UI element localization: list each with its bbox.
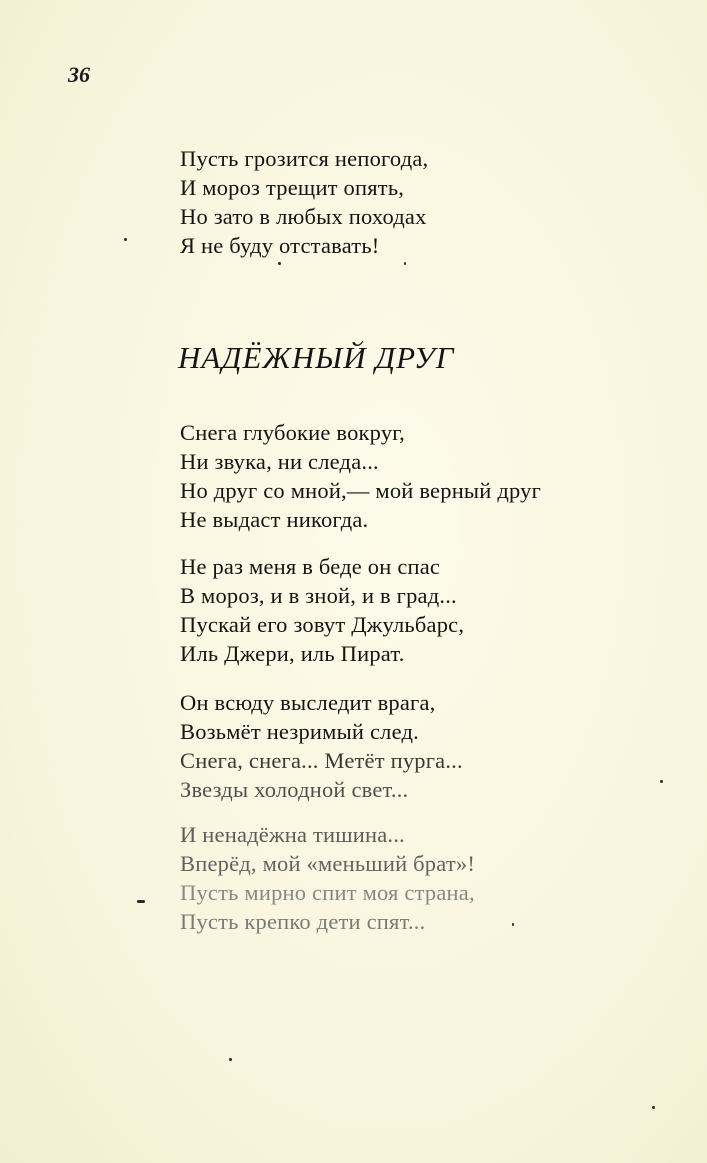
scan-speck: [512, 923, 514, 926]
verse-line: В мороз, и в зной, и в град...: [180, 583, 457, 608]
verse-line: Но зато в любых походах: [180, 204, 427, 229]
verse-line: Иль Джери, иль Пират.: [180, 641, 405, 666]
verse-line: Пусть крепко дети спят...: [180, 909, 426, 934]
verse-line: Он всюду выследит врага,: [180, 690, 436, 715]
stanza-4: [180, 820, 475, 936]
scan-speck: [660, 780, 663, 783]
verse-line: Звезды холодной свет...: [180, 777, 409, 802]
verse-line: Пусть мирно спит моя страна,: [180, 880, 475, 905]
stanza-1: [180, 418, 541, 534]
verse-line: Не выдаст никогда.: [180, 507, 369, 532]
poem-title: НАДЁЖНЫЙ ДРУГ: [178, 340, 455, 375]
scan-speck: [652, 1106, 655, 1109]
scan-speck: [137, 900, 145, 903]
previous-poem-ending: [180, 144, 428, 260]
scan-speck: [229, 1058, 232, 1061]
scan-speck: [404, 262, 406, 265]
scan-speck: [278, 262, 281, 265]
scan-speck: [124, 238, 127, 241]
verse-line: Вперёд, мой «меньший брат»!: [180, 851, 476, 876]
verse-line: Ни звука, ни следа...: [180, 449, 379, 474]
verse-line: Снега глубокие вокруг,: [180, 420, 405, 445]
verse-line: Снега, снега... Метёт пурга...: [180, 748, 463, 773]
verse-line: И мороз трещит опять,: [180, 175, 405, 200]
verse-line: Пусть грозится непогода,: [180, 146, 429, 171]
verse-line: Пускай его зовут Джульбарс,: [180, 612, 465, 637]
verse-line: Возьмёт незримый след.: [180, 719, 419, 744]
page-number: 36: [68, 62, 90, 87]
stanza-2: [180, 552, 464, 668]
stanza-3: [180, 688, 463, 804]
verse-line: Я не буду отставать!: [180, 233, 380, 258]
verse-line: Не раз меня в беде он спас: [180, 554, 441, 579]
verse-line: Но друг со мной,— мой верный друг: [180, 478, 541, 503]
verse-line: И ненадёжна тишина...: [180, 822, 405, 847]
